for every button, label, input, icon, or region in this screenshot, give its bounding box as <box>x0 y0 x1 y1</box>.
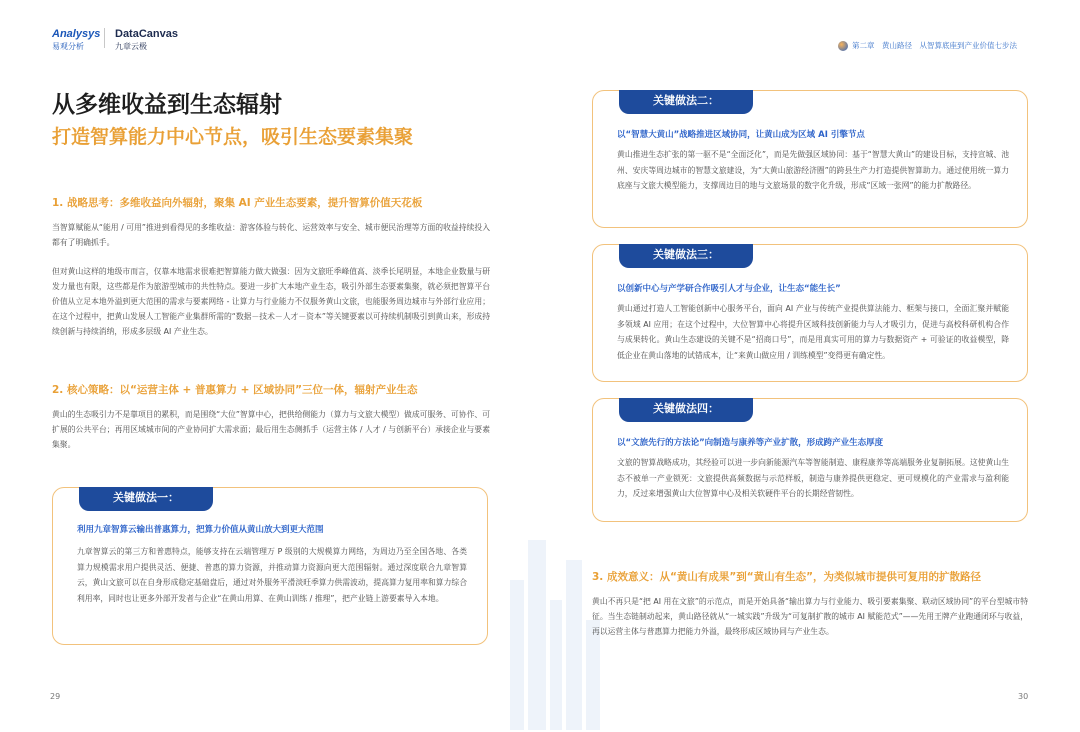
card2-subtitle: 以“智慧大黄山”战略推进区域协同，让黄山成为区域 AI 引擎节点 <box>617 130 865 140</box>
section3-heading: 3. 成效意义：从“黄山有成果”到“黄山有生态”，为类似城市提供可复用的扩散路径 <box>592 571 982 583</box>
chapter-breadcrumb <box>838 40 1017 51</box>
key-practice-card-3 <box>592 244 1028 382</box>
breadcrumb-text: 第二章 黄山路径 从智算底座到产业价值七步法 <box>852 41 1017 50</box>
card3-body: 黄山通过打造人工智能创新中心服务平台，面向 AI 产业与传统产业提供算法能力、框架与接口，全面汇聚并赋能多领域 AI 应用；在这个过程中，大位智算中心将提升区域科技创新能力与人才吸引力，促进与高校科研机构合作与成果转化。黄山生态建设的关键不是“招商口号”，而是用真实可用的算力与数据资产 + 可验证的收益模型，降低企业在黄山落地的试错成本，让“来黄山做应用 / 训练模型”变得更有确定性。 <box>617 304 1009 360</box>
section2-paragraph1: 黄山的生态吸引力不是靠项目的累积，而是围绕“大位”智算中心，把供给侧能力（算力与文旅大模型）做成可服务、可协作、可扩展的公共平台；再用区域城市间的产业协同扩大需求面；最后用生态侧抓手（运营主体 / 人才 / 与创新平台）承接企业与要素集聚。 <box>52 410 490 449</box>
card1-subtitle: 利用九章智算云输出普惠算力，把算力价值从黄山放大到更大范围 <box>77 525 324 535</box>
logo2-text: DataCanvas <box>115 28 178 40</box>
card1-body: 九章智算云的第三方和普惠特点，能够支持在云端管理万 P 级别的大规模算力网络，为周边乃至全国各地、各类算力规模需求用户提供灵活、便捷、普惠的算力资源，并推动算力资源向更大范围辐射。通过深度联合九章智算云，黄山文旅可以在自身形成稳定基础盘后，通过对外服务平滑淡旺季算力供需波动，提高算力复用率和算力综合利用率，同时也让更多外部开发者与企业“在黄山用算、在黄山训练 / 推理”，把产业链上游要素导入本地。 <box>77 547 467 603</box>
page-number-right: 30 <box>1018 692 1029 701</box>
section1-paragraph2: 但对黄山这样的地级市而言，仅靠本地需求很难把智算能力做大做强：因为文旅旺季峰值高、淡季长尾明显，本地企业数量与研发力量也有限，这些都是作为旅游型城市的共性特点。要进一步扩大本地产业生态，吸引外部生态要素集聚，就必须把智算平台价值从立足本地外溢到更大范围的需求与要素网络 - 让算力与行业能力不仅服务黄山文旅，也能服务周边城市与外部行业应用；在这个过程中，把黄山发展人工智能产业集群所需的“数据－技术－人才－资本”等关键要素以可持续机制吸引到黄山来，形成持续创新与持续消纳，形成多层级 AI 产业生态。 <box>52 267 490 336</box>
card3-tag: 关键做法三： <box>619 244 753 268</box>
page-subtitle: 打造智算能力中心节点，吸引生态要素集聚 <box>52 126 414 148</box>
page-title: 从多维收益到生态辐射 <box>52 92 282 118</box>
section1-heading: 1. 战略思考：多维收益向外辐射，聚集 AI 产业生态要素，提升智算价值天花板 <box>52 197 423 209</box>
datacanvas-logo <box>115 28 178 52</box>
logo-divider <box>104 28 105 48</box>
page-number-left: 29 <box>50 692 61 701</box>
card4-tag: 关键做法四： <box>619 398 753 422</box>
key-practice-card-1 <box>52 487 488 645</box>
key-practice-card-4 <box>592 398 1028 522</box>
card2-tag: 关键做法二： <box>619 90 753 114</box>
card4-body: 文旅的智算战略成功，其经验可以进一步向新能源汽车等智能制造、康程康养等高端服务业复制拓展。这使黄山生态不被单一产业锁死：文旅提供高频数据与示范样板，制造与康养提供更稳定、更可规模化的产业需求与盈利能力，反过来增强黄山大位智算中心及相关软硬件平台的长期经营韧性。 <box>617 458 1009 498</box>
card1-tag: 关键做法一： <box>79 487 213 511</box>
card3-subtitle: 以创新中心与产学研合作吸引人才与企业，让生态“能生长” <box>617 284 841 294</box>
logo1-text: Analysys <box>52 28 101 40</box>
chapter-icon <box>838 41 848 51</box>
logo2-subtext: 九章云极 <box>115 42 147 51</box>
card4-subtitle: 以“文旅先行的方法论”向制造与康养等产业扩散，形成跨产业生态厚度 <box>617 438 884 448</box>
key-practice-card-2 <box>592 90 1028 228</box>
section2-heading: 2. 核心策略：以“运营主体 + 普惠算力 + 区域协同”三位一体，辐射产业生态 <box>52 384 418 396</box>
section3-paragraph1: 黄山不再只是“把 AI 用在文旅”的示范点，而是开始具备“输出算力与行业能力、吸引要素集聚、联动区域协同”的平台型城市特征。当生态链制动起来，黄山路径就从“一城实践”升级为“可复制扩散的城市 AI 赋能范式”——先用王牌产业跑通闭环与收益，再以运营主体与普惠算力把能力外溢，最终形成区域协同与产业生态。 <box>592 597 1028 636</box>
card2-body: 黄山推进生态扩张的第一驱不是“全面泛化”，而是先做强区域协同：基于“智慧大黄山”的建设目标，支持宣城、池州、安庆等周边城市的智慧文旅建设，为“大黄山旅游经济圈”的跨县生产力打造提供智算助力。通过使用统一算力底座与文旅大模型能力，支撑周边目的地与文旅场景的数字化升级，形成“区域一张网”的能力扩散路径。 <box>617 150 1009 190</box>
logo1-subtext: 易观分析 <box>52 42 84 51</box>
section1-paragraph1: 当智算赋能从“能用 / 可用”推进到看得见的多维收益：游客体验与转化、运营效率与安全、城市便民治理等方面的收益持续投入都有了明确抓手。 <box>52 223 490 247</box>
analysys-logo <box>52 28 100 52</box>
